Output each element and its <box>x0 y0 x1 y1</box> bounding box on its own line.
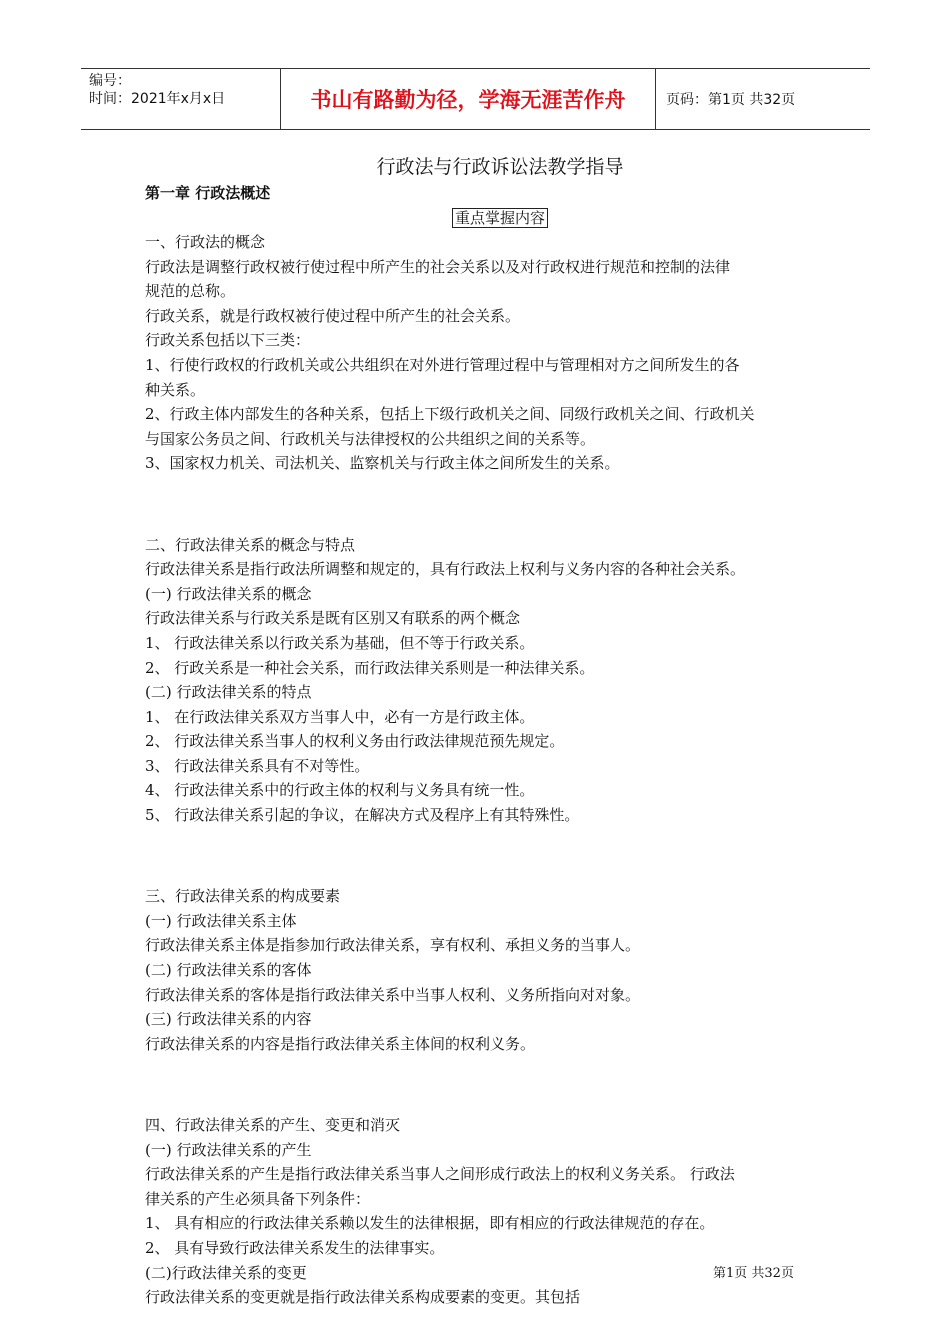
text-line: 2、 行政关系是一种社会关系，而行政法律关系则是一种法律关系。 <box>145 658 595 677</box>
text-line: 4、 行政法律关系中的行政主体的权利与义务具有统一性。 <box>145 781 535 800</box>
header-page-info: 页码：第1页 共32页 <box>666 92 796 108</box>
text-line: 律关系的产生必须具备下列条件： <box>145 1189 371 1208</box>
blank-line <box>145 844 815 869</box>
text-line: 种关系。 <box>145 380 206 399</box>
text-line: 行政法律关系与行政关系是既有区别又有联系的两个概念 <box>145 609 521 628</box>
document-number: 编号： <box>89 73 131 89</box>
body-text <box>145 230 815 1310</box>
text-line: 一、行政法的概念 <box>145 233 266 251</box>
text-line: (二) 行政法律关系的特点 <box>145 683 312 702</box>
text-line: 行政法律关系的客体是指行政法律关系中当事人权利、义务所指向对对象。 <box>145 985 641 1004</box>
text-line: 2、行政主体内部发生的各种关系，包括上下级行政机关之间、同级行政机关之间、行政机关 <box>145 405 755 424</box>
header-meta <box>81 69 281 129</box>
text-line: 1、 具有相应的行政法律关系赖以发生的法律根据，即有相应的行政法律规范的存在。 <box>145 1214 715 1233</box>
key-content-label: 重点掌握内容 <box>452 208 548 228</box>
text-line: 行政关系，就是行政权被行使过程中所产生的社会关系。 <box>145 306 521 325</box>
chapter-heading: 第一章 行政法概述 <box>145 184 271 202</box>
header-motto: 书山有路勤为径，学海无涯苦作舟 <box>281 69 656 129</box>
blank-line <box>145 1072 815 1097</box>
text-line: (一) 行政法律关系的产生 <box>145 1140 312 1159</box>
text-line: 与国家公务员之间、行政机关与法律授权的公共组织之间的关系等。 <box>145 429 596 448</box>
document-body <box>145 152 815 1310</box>
text-line: 行政法律关系的内容是指行政法律关系主体间的权利义务。 <box>145 1034 536 1053</box>
text-line: 四、行政法律关系的产生、变更和消灭 <box>145 1116 401 1134</box>
text-line: 1、行使行政权的行政机关或公共组织在对外进行管理过程中与管理相对方之间所发生的各 <box>145 355 740 374</box>
text-line: 行政法律关系主体是指参加行政法律关系，享有权利、承担义务的当事人。 <box>145 936 641 955</box>
text-line: 3、 行政法律关系具有不对等性。 <box>145 756 370 775</box>
text-line: (一) 行政法律关系主体 <box>145 911 297 930</box>
document-title: 行政法与行政诉讼法教学指导 <box>376 156 624 178</box>
text-line: 行政法律关系的变更就是指行政法律关系构成要素的变更。其包括 <box>145 1288 581 1307</box>
text-line: 行政关系包括以下三类： <box>145 331 311 350</box>
text-line: 行政法律关系是指行政法所调整和规定的，具有行政法上权利与义务内容的各种社会关系。 <box>145 560 746 579</box>
document-date: 时间：2021年x月x日 <box>89 91 226 107</box>
page-header <box>81 68 870 130</box>
text-line: (三) 行政法律关系的内容 <box>145 1010 312 1029</box>
blank-line <box>145 492 815 517</box>
text-line: 1、 行政法律关系以行政关系为基础，但不等于行政关系。 <box>145 633 535 652</box>
text-line: 1、 在行政法律关系双方当事人中，必有一方是行政主体。 <box>145 707 535 726</box>
text-line: 二、行政法律关系的概念与特点 <box>145 535 356 554</box>
text-line: (一) 行政法律关系的概念 <box>145 584 312 603</box>
key-content-box <box>185 206 815 230</box>
text-line: 三、行政法律关系的构成要素 <box>145 887 341 906</box>
text-line: 2、 具有导致行政法律关系发生的法律事实。 <box>145 1238 445 1257</box>
text-line: 规范的总称。 <box>145 282 236 301</box>
page-footer: 第1页 共32页 <box>713 1266 794 1281</box>
text-line: 行政法是调整行政权被行使过程中所产生的社会关系以及对行政权进行规范和控制的法律 <box>145 257 731 276</box>
text-line: 行政法律关系的产生是指行政法律关系当事人之间形成行政法上的权利义务关系。 行政法 <box>145 1165 735 1184</box>
text-line: 5、 行政法律关系引起的争议，在解决方式及程序上有其特殊性。 <box>145 806 580 825</box>
text-line: 2、 行政法律关系当事人的权利义务由行政法律规范预先规定。 <box>145 732 565 751</box>
text-line: (二)行政法律关系的变更 <box>145 1263 307 1282</box>
text-line: (二) 行政法律关系的客体 <box>145 961 312 980</box>
text-line: 3、国家权力机关、司法机关、监察机关与行政主体之间所发生的关系。 <box>145 454 620 473</box>
